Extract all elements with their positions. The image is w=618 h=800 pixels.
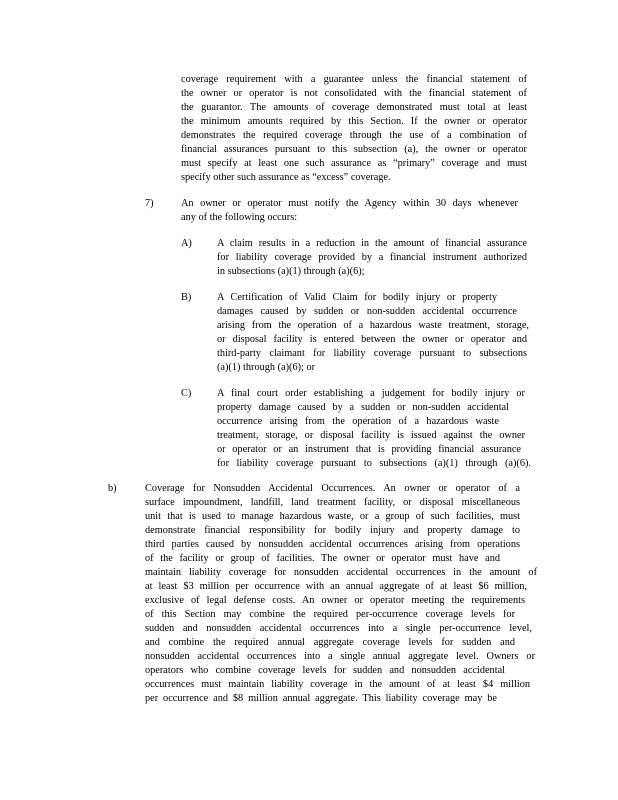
text-line: maintain liability coverage for nonsudden accidental occurrences in the amount of	[145, 567, 537, 578]
subitem-b-label: B)	[181, 292, 192, 303]
text-line: any of the following occurs:	[181, 212, 298, 223]
text-line: treatment, storage, or disposal facility is issued against the owner	[217, 430, 525, 441]
text-line: sudden and nonsudden accidental occurrences into a single per-occurrence level,	[145, 623, 532, 634]
text-line: financial assurances pursuant to this subsection (a), the owner or operator	[181, 144, 527, 155]
text-line: demonstrates the required coverage through the use of a combination of	[181, 130, 527, 141]
text-line: occurrence arising from the operation of a hazardous waste	[217, 416, 499, 427]
item-7-label: 7)	[145, 198, 154, 209]
text-line: of this Section may combine the required per-occurrence coverage levels for	[145, 609, 515, 620]
text-line: Coverage for Nonsudden Accidental Occurrences. An owner or operator of a	[145, 483, 520, 494]
text-line: damages caused by sudden or non-sudden accidental occurrence	[217, 306, 517, 317]
text-line: unit that is used to manage hazardous waste, or a group of such facilities, must	[145, 511, 520, 522]
text-line: must specify at least one such assurance as “primary” coverage and must	[181, 158, 527, 169]
text-line: in subsections (a)(1) through (a)(6);	[217, 266, 365, 277]
text-line: property damage caused by a sudden or non-sudden accidental	[217, 402, 509, 413]
text-line: demonstrate financial responsibility for bodily injury and property damage to	[145, 525, 520, 536]
text-line: occurrences must maintain liability coverage in the amount of at least $4 million	[145, 679, 530, 690]
text-line: third parties caused by nonsudden accidental occurrences arising from operations	[145, 539, 520, 550]
section-b-label: b)	[108, 483, 117, 494]
text-line: An owner or operator must notify the Agency within 30 days whenever	[181, 198, 518, 209]
text-line: third-party claimant for liability coverage pursuant to subsections	[217, 348, 527, 359]
text-line: nonsudden accidental occurrences into a single annual aggregate level. Owners or	[145, 651, 535, 662]
text-line: for liability coverage pursuant to subsections (a)(1) through (a)(6).	[217, 458, 531, 469]
text-line: surface impoundment, landfill, land treatment facility, or disposal miscellaneous	[145, 497, 520, 508]
text-line: for liability coverage provided by a financial instrument authorized	[217, 252, 527, 263]
text-line: operators who combine coverage levels for sudden and nonsudden accidental	[145, 665, 505, 676]
text-line: arising from the operation of a hazardous waste treatment, storage,	[217, 320, 529, 331]
text-line: exclusive of legal defense costs. An owner or operator meeting the requirements	[145, 595, 525, 606]
subitem-a-label: A)	[181, 238, 192, 249]
text-line: per occurrence and $8 million annual aggregate. This liability coverage may be	[145, 693, 497, 704]
text-line: and combine the required annual aggregate coverage levels for sudden and	[145, 637, 515, 648]
text-line: the minimum amounts required by this Section. If the owner or operator	[181, 116, 527, 127]
text-line: or disposal facility is entered between the owner or operator and	[217, 334, 527, 345]
text-line: A claim results in a reduction in the amount of financial assurance	[217, 238, 527, 249]
text-line: the guarantor. The amounts of coverage demonstrated must total at least	[181, 102, 527, 113]
text-line: (a)(1) through (a)(6); or	[217, 362, 316, 373]
text-line: of the facility or group of facilities. The owner or operator must have and	[145, 553, 500, 564]
text-line: or operator or an instrument that is providing financial assurance	[217, 444, 521, 455]
text-line: coverage requirement with a guarantee unless the financial statement of	[181, 74, 527, 85]
text-line: A Certification of Valid Claim for bodily injury or property	[217, 292, 497, 303]
subitem-c-label: C)	[181, 388, 192, 399]
text-line: A final court order establishing a judgement for bodily injury or	[217, 388, 525, 399]
text-line: at least $3 million per occurrence with an annual aggregate of at least $6 million,	[145, 581, 527, 592]
text-line: the owner or operator is not consolidated with the financial statement of	[181, 88, 527, 99]
text-line: specify other such assurance as “excess” coverage.	[181, 172, 391, 183]
